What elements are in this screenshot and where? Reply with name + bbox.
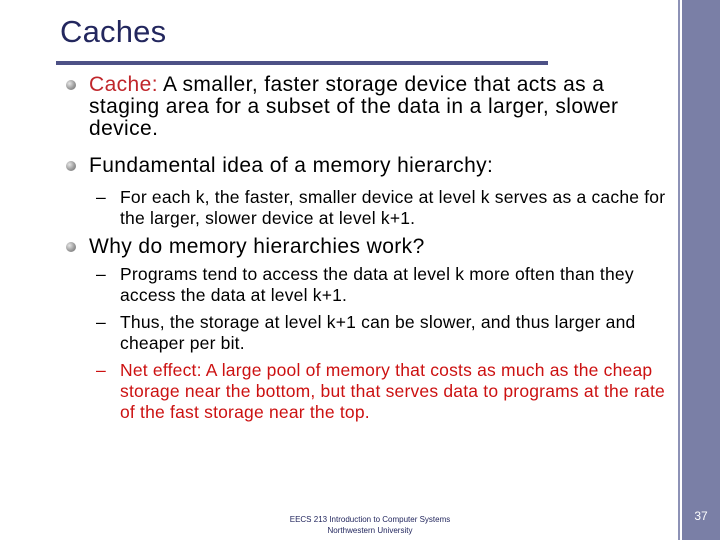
sub-bullet-text: Programs tend to access the data at level k more often than they access the data at level k+1. [120,264,634,305]
dash-marker: – [96,360,106,380]
sub-bullet-text: Thus, the storage at level k+1 can be slower, and thus larger and cheaper per bit. [120,312,636,353]
sub-bullet-text: For each k, the faster, smaller device at level k serves as a cache for the larger, slower device at level k+1. [120,187,666,228]
footer-university: Northwestern University [327,526,413,535]
bullet-cache-definition [89,74,679,140]
bullet-text: A smaller, faster storage device that acts as a staging area for a subset of the data in a larger, slower device. [89,73,619,140]
page-number: 37 [694,509,708,523]
sub-bullet [96,264,670,306]
bullet-text: Fundamental idea of a memory hierarchy: [89,154,494,177]
bullet-text: Why do memory hierarchies work? [89,235,425,258]
dash-marker: – [96,312,106,332]
slide-footer [250,514,490,536]
slide-title: Caches [60,14,167,49]
sub-bullet [96,312,670,354]
sub-bullet [96,187,670,229]
bullet-prefix: Cache: [89,73,158,96]
bullet-dot-icon [66,242,76,252]
bullet-memory-hierarchy [89,155,679,177]
bullet-why-hierarchies [89,236,679,258]
sub-bullet-text: Net effect: A large pool of memory that costs as much as the cheap storage near the bottom, but that serves data to programs at the rate of the fast storage near the top. [120,360,665,422]
bullet-dot-icon [66,80,76,90]
footer-course: EECS 213 Introduction to Computer Systems [289,515,451,524]
dash-marker: – [96,264,106,284]
bullet-dot-icon [66,161,76,171]
dash-marker: – [96,187,106,207]
sub-bullet-net-effect [96,360,670,423]
